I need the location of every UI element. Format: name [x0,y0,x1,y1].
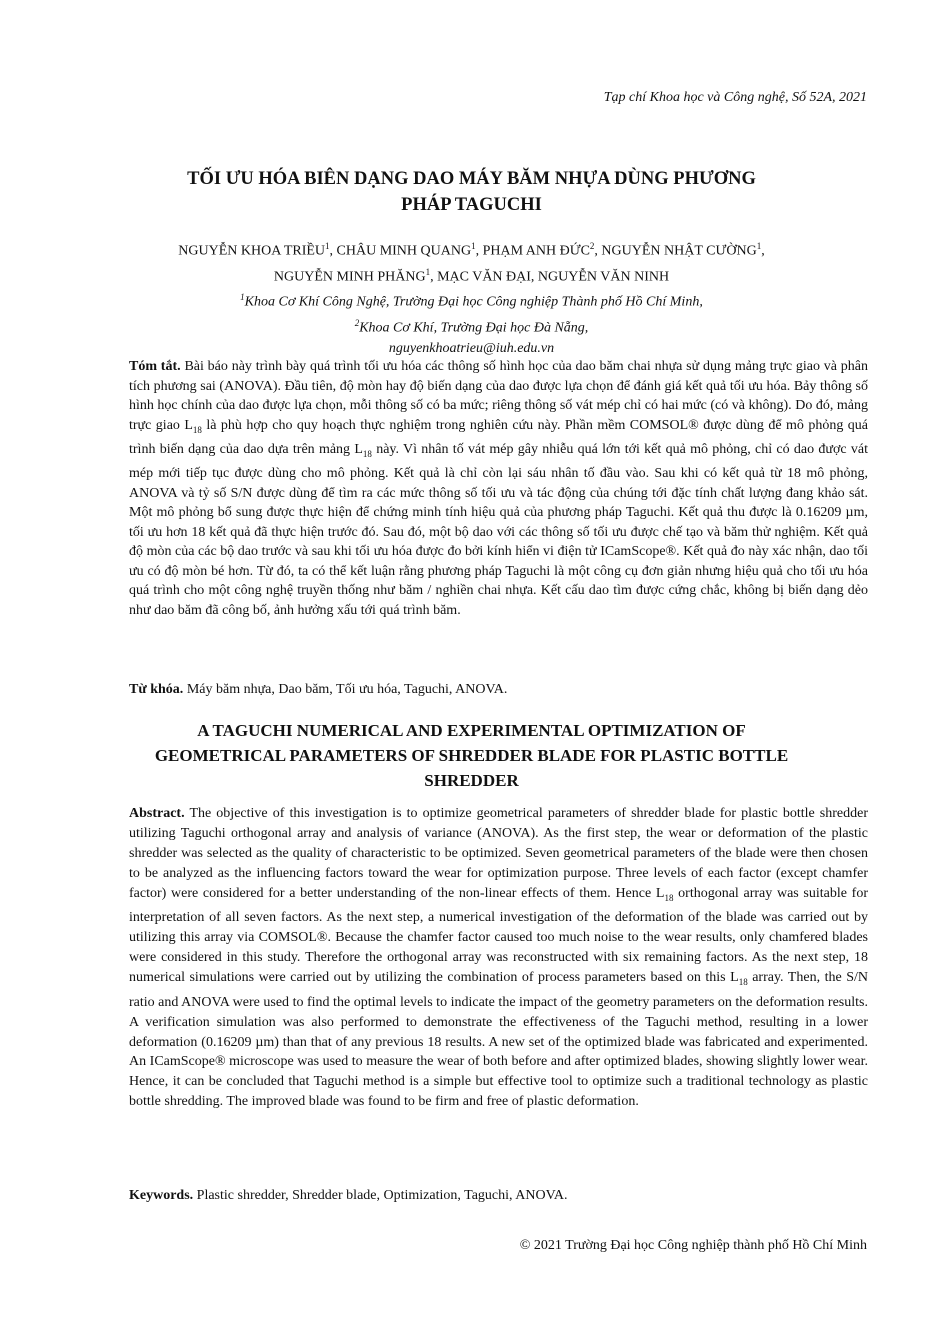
affiliation-text: Khoa Cơ Khí, Trường Đại học Đà Nẵng, [359,320,589,336]
affiliation-mark: 1 [756,241,762,251]
author-name: , PHẠM ANH ĐỨC [475,243,590,259]
author-line-1: NGUYỄN KHOA TRIỀU$^1$, CHÂU MINH QUANG$^1$, PHẠM ANH ĐỨC$^2$, NGUYỄN NHẬT CƯỜNG$^1$, [178,241,765,259]
keywords-text: Máy băm nhựa, Dao băm, Tối ưu hóa, Taguchi, ANOVA. [183,682,508,697]
author-line-2 [80,262,863,288]
affiliation-mark: 2 [589,241,595,251]
english-keywords [129,1186,868,1206]
author-block [80,236,863,359]
english-title-line-3: SHREDDER [424,771,519,790]
vietnamese-abstract [129,357,868,620]
abstract-text: array. Then, the S/N ratio and ANOVA were used to find the optimal levels to indicate the impact of the geometry parameters on the deformation results. A verification simulation was also performed to demonstrate the effectiveness of the Taguchi method, resulting in a lower deformation (0.16209 µm) than that of any previous 18 results. A new set of the optimized blade was fabricated and experimented. An ICamScope® microscope was used to measure the wear of both before and after optimized blades, showing slightly lower wear. Hence, it can be concluded that Taguchi method is a simple but effective tool to optimize such a traditional technology as plastic bottle shredding. The improved blade was found to be firm and free of plastic deformation. [129,970,868,1110]
author-name: , MẠC VĂN ĐẠI, NGUYỄN VĂN NINH [430,269,670,285]
vietnamese-title-line-1: TỐI ƯU HÓA BIÊN DẠNG DAO MÁY BĂM NHỰA DÙNG PHƯƠNG [187,169,756,189]
author-name: NGUYỄN KHOA TRIỀU [178,243,326,259]
corresponding-email[interactable]: nguyenkhoatrieu@iuh.edu.vn [388,340,555,356]
journal-running-head: Tạp chí Khoa học và Công nghệ, Số 52A, 2021 [603,90,867,105]
subscript: 18 [664,892,674,903]
affiliation-2 [80,313,863,339]
author-name: , CHÂU MINH QUANG [329,243,472,259]
subscript: 18 [362,448,372,459]
copyright-footer: © 2021 Trường Đại học Công nghiệp thành phố Hồ Chí Minh [519,1238,867,1253]
subscript: 18 [738,976,748,987]
affiliation-mark: 2 [354,317,360,328]
keywords-label: Từ khóa. [129,682,184,697]
affiliation-mark: 1 [471,241,476,251]
author-name: , NGUYỄN NHẬT CƯỜNG [594,243,757,259]
affiliation-1 [80,287,863,313]
abstract-label: Tóm tắt. [129,359,181,374]
abstract-text: The objective of this investigation is to optimize geometrical parameters of shredder blade for plastic bottle shredder utilizing Taguchi orthogonal array and analysis of variance (ANOVA). As the first step, the wear or deformation of the plastic shredder was selected as the quality of characteristic to be optimized. Seven geometrical parameters of the blade were then chosen to be analyzed as the influencing factors toward the wear for optimization purpose. Three levels of each factor (except chamfer factor) were considered for a better understanding of the non-linear effects of them. Hence L [129,806,868,901]
author-name: NGUYỄN MINH PHĂNG [273,269,426,285]
affiliation-text: Khoa Cơ Khí Công Nghệ, Trường Đại học Công nghiệp Thành phố Hồ Chí Minh, [244,294,703,310]
abstract-text: là phù hợp cho quy hoạch thực nghiệm trong nghiên cứu này. Phần mềm COMSOL® được dùng để mô phỏng quá trình biến dạng của dao dựa trên mảng L [129,417,869,457]
vietnamese-title-line-2: PHÁP TAGUCHI [401,195,542,215]
english-title-line-2: GEOMETRICAL PARAMETERS OF SHREDDER BLADE FOR PLASTIC BOTTLE [154,746,789,765]
affiliation-mark: 1 [240,292,245,303]
abstract-text: này. Vì nhân tố vát mép gây nhiễu quá lớn tới kết quả mô phỏng, chỉ có dao được vát mép mới tiếp tục được dùng cho mô phỏng. Kết quả là chỉ còn lại sáu nhân tố đầu vào. Sau khi có kết quả từ 18 mô phỏng, ANOVA và tỷ số S/N được dùng để tìm ra các mức thông số tối ưu và tác động của chúng tới đặc tính chất lượng đang khảo sát. Một mô phỏng bổ sung được thực hiện để chứng minh tính hiệu quả của phương pháp Taguchi. Kết quả thu được là 0.16209 µm, tối ưu hơn 18 kết quả đã thực hiện trước đó. Sau đó, một bộ dao với các thông số tối ưu được chế tạo và băm thử nghiệm. Kết quả độ mòn của các bộ dao trước và sau khi tối ưu hóa được đo bởi kính hiển vi điện tử ICamScope®. Kết quả đo này xác nhận, dao tối ưu có độ mòn bé hơn. Từ đó, ta có thể kết luận rằng phương pháp Taguchi là một công cụ đơn giản nhưng hiệu quả cho tối ưu hóa quá trình cho một công nghệ truyền thống như băm / nghiền chai nhựa. Kết cấu dao tìm được cứng chắc, không bị biến dạng dẻo như dao băm đã công bố, ảnh hưởng xấu tới quá trình băm. [129,441,869,618]
abstract-label: Abstract. [129,806,185,821]
english-title [110,718,833,793]
subscript: 18 [192,424,202,435]
affiliation-mark: 1 [325,241,330,251]
english-abstract [129,804,868,1112]
vietnamese-keywords [129,680,868,700]
keywords-label: Keywords. [129,1188,194,1203]
english-title-line-1: A TAGUCHI NUMERICAL AND EXPERIMENTAL OPTIMIZATION OF [197,721,746,740]
vietnamese-title [110,166,833,218]
affiliation-mark: 1 [425,266,431,277]
abstract-text: orthogonal array was suitable for interpretation of all seven factors. As the next step, a numerical investigation of the deformation of the blade was carried out by utilizing this array via COMSOL®. Because the chamfer factor caused too much noise to the wear results, only chamfered blades were considered in this study. Therefore the orthogonal array was reconstructed with six remaining factors. As the next step, 18 numerical simulations were carried out by utilizing the combination of process parameters based on this L [129,885,868,986]
abstract-text: Bài báo này trình bày quá trình tối ưu hóa các thông số hình học của dao băm chai nhựa sử dụng mảng trực giao và phân tích phương sai (ANOVA). Đầu tiên, độ mòn hay độ biến dạng của dao được lựa chọn để đánh giá kết quả tối ưu hóa. Bảy thông số hình học chính của dao được lựa chọn, mỗi thông số có ba mức; riêng thông số vát mép chỉ có hai mức (có và không). Do đó, mảng trực giao L [129,359,869,433]
keywords-text: Plastic shredder, Shredder blade, Optimization, Taguchi, ANOVA. [193,1188,568,1203]
